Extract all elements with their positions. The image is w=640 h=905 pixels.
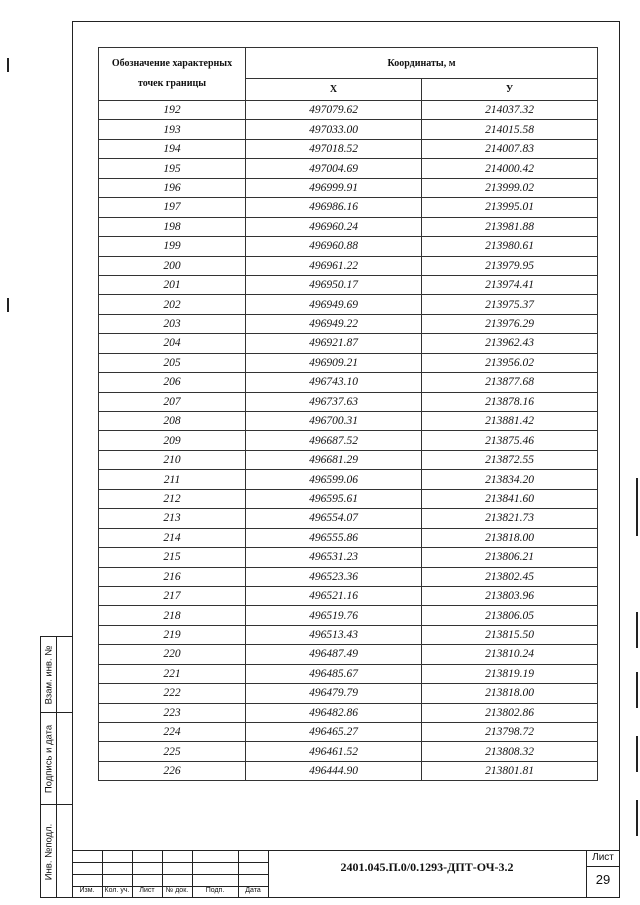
x-coordinate-cell: 496700.31 <box>246 412 422 431</box>
y-coordinate-cell: 213818.00 <box>422 528 598 547</box>
y-coordinate-cell: 213999.02 <box>422 178 598 197</box>
y-coordinate-cell: 214015.58 <box>422 120 598 139</box>
x-coordinate-cell: 496519.76 <box>246 606 422 625</box>
point-id-cell: 194 <box>99 139 246 158</box>
table-row <box>99 101 598 120</box>
sheet-number: 29 <box>595 872 611 887</box>
table-row <box>99 334 598 353</box>
header-y: У <box>422 79 598 101</box>
point-id-cell: 207 <box>99 392 246 411</box>
point-id-cell: 203 <box>99 314 246 333</box>
x-coordinate-cell: 496687.52 <box>246 431 422 450</box>
y-coordinate-cell: 214000.42 <box>422 159 598 178</box>
x-coordinate-cell: 496999.91 <box>246 178 422 197</box>
point-id-cell: 224 <box>99 723 246 742</box>
x-coordinate-cell: 497004.69 <box>246 159 422 178</box>
stamp-label-ndok: № док. <box>165 887 189 894</box>
y-coordinate-cell: 213802.45 <box>422 567 598 586</box>
table-row <box>99 431 598 450</box>
y-coordinate-cell: 213803.96 <box>422 586 598 605</box>
table-row <box>99 761 598 780</box>
y-coordinate-cell: 213810.24 <box>422 645 598 664</box>
table-row <box>99 606 598 625</box>
y-coordinate-cell: 214037.32 <box>422 101 598 120</box>
table-row <box>99 275 598 294</box>
point-id-cell: 195 <box>99 159 246 178</box>
table-row <box>99 664 598 683</box>
x-coordinate-cell: 496961.22 <box>246 256 422 275</box>
table-row <box>99 314 598 333</box>
point-id-cell: 219 <box>99 625 246 644</box>
table-row <box>99 723 598 742</box>
table-row <box>99 548 598 567</box>
point-id-cell: 213 <box>99 509 246 528</box>
table-row <box>99 450 598 469</box>
table-row <box>99 509 598 528</box>
x-coordinate-cell: 497033.00 <box>246 120 422 139</box>
table-row <box>99 528 598 547</box>
x-coordinate-cell: 496465.27 <box>246 723 422 742</box>
table-row <box>99 684 598 703</box>
stamp-top-line <box>72 850 620 851</box>
y-coordinate-cell: 213798.72 <box>422 723 598 742</box>
side-label-inv: Инв. №подл. <box>43 823 54 881</box>
point-id-cell: 214 <box>99 528 246 547</box>
table-row <box>99 373 598 392</box>
x-coordinate-cell: 496681.29 <box>246 450 422 469</box>
y-coordinate-cell: 213819.19 <box>422 664 598 683</box>
x-coordinate-cell: 496949.69 <box>246 295 422 314</box>
x-coordinate-cell: 496531.23 <box>246 548 422 567</box>
point-id-cell: 198 <box>99 217 246 236</box>
table-row <box>99 295 598 314</box>
x-coordinate-cell: 496554.07 <box>246 509 422 528</box>
table-row <box>99 198 598 217</box>
x-coordinate-cell: 496960.88 <box>246 237 422 256</box>
y-coordinate-cell: 213802.86 <box>422 703 598 722</box>
table-row <box>99 412 598 431</box>
stamp-label-kol: Кол. уч. <box>104 887 130 894</box>
table-body <box>99 101 598 781</box>
point-id-cell: 220 <box>99 645 246 664</box>
y-coordinate-cell: 213976.29 <box>422 314 598 333</box>
point-id-cell: 212 <box>99 489 246 508</box>
margin-mark <box>636 672 638 708</box>
table-row <box>99 470 598 489</box>
point-id-cell: 215 <box>99 548 246 567</box>
side-strip <box>40 636 72 898</box>
y-coordinate-cell: 213875.46 <box>422 431 598 450</box>
y-coordinate-cell: 213974.41 <box>422 275 598 294</box>
margin-mark <box>7 298 9 312</box>
table-row <box>99 625 598 644</box>
x-coordinate-cell: 496444.90 <box>246 761 422 780</box>
y-coordinate-cell: 213818.00 <box>422 684 598 703</box>
y-coordinate-cell: 213956.02 <box>422 353 598 372</box>
y-coordinate-cell: 213806.21 <box>422 548 598 567</box>
x-coordinate-cell: 496595.61 <box>246 489 422 508</box>
point-id-cell: 223 <box>99 703 246 722</box>
stamp-label-data: Дата <box>245 887 261 894</box>
table-row <box>99 586 598 605</box>
stamp-label-podp: Подп. <box>205 887 225 894</box>
x-coordinate-cell: 496960.24 <box>246 217 422 236</box>
y-coordinate-cell: 213878.16 <box>422 392 598 411</box>
table-row <box>99 567 598 586</box>
table-row <box>99 392 598 411</box>
x-coordinate-cell: 496909.21 <box>246 353 422 372</box>
y-coordinate-cell: 214007.83 <box>422 139 598 158</box>
sheet-label: Лист <box>592 852 614 863</box>
table-row <box>99 178 598 197</box>
point-id-cell: 216 <box>99 567 246 586</box>
x-coordinate-cell: 497018.52 <box>246 139 422 158</box>
table-row <box>99 742 598 761</box>
x-coordinate-cell: 496743.10 <box>246 373 422 392</box>
point-id-cell: 222 <box>99 684 246 703</box>
side-cell-inv <box>41 805 72 899</box>
margin-mark <box>636 736 638 772</box>
x-coordinate-cell: 496487.49 <box>246 645 422 664</box>
y-coordinate-cell: 213881.42 <box>422 412 598 431</box>
header-x: X <box>246 79 422 101</box>
table-row <box>99 353 598 372</box>
point-id-cell: 206 <box>99 373 246 392</box>
table-row <box>99 217 598 236</box>
x-coordinate-cell: 496555.86 <box>246 528 422 547</box>
y-coordinate-cell: 213872.55 <box>422 450 598 469</box>
point-id-cell: 208 <box>99 412 246 431</box>
x-coordinate-cell: 496986.16 <box>246 198 422 217</box>
table-row <box>99 645 598 664</box>
x-coordinate-cell: 496523.36 <box>246 567 422 586</box>
point-id-cell: 205 <box>99 353 246 372</box>
y-coordinate-cell: 213808.32 <box>422 742 598 761</box>
side-cell-vzam <box>41 637 72 713</box>
point-id-cell: 218 <box>99 606 246 625</box>
point-id-cell: 209 <box>99 431 246 450</box>
point-id-cell: 200 <box>99 256 246 275</box>
point-id-cell: 202 <box>99 295 246 314</box>
table-row <box>99 703 598 722</box>
y-coordinate-cell: 213821.73 <box>422 509 598 528</box>
table-row <box>99 237 598 256</box>
side-label-podpis: Подпись и дата <box>43 724 54 793</box>
stamp-divider <box>586 866 620 867</box>
table-row <box>99 120 598 139</box>
point-id-cell: 201 <box>99 275 246 294</box>
point-id-cell: 225 <box>99 742 246 761</box>
x-coordinate-cell: 496513.43 <box>246 625 422 644</box>
x-coordinate-cell: 496521.16 <box>246 586 422 605</box>
y-coordinate-cell: 213995.01 <box>422 198 598 217</box>
x-coordinate-cell: 496461.52 <box>246 742 422 761</box>
y-coordinate-cell: 213962.43 <box>422 334 598 353</box>
table-row <box>99 159 598 178</box>
margin-mark <box>7 58 9 72</box>
margin-mark <box>636 800 638 836</box>
y-coordinate-cell: 213981.88 <box>422 217 598 236</box>
y-coordinate-cell: 213801.81 <box>422 761 598 780</box>
margin-mark <box>636 478 638 536</box>
x-coordinate-cell: 496599.06 <box>246 470 422 489</box>
point-id-cell: 197 <box>99 198 246 217</box>
x-coordinate-cell: 496479.79 <box>246 684 422 703</box>
y-coordinate-cell: 213877.68 <box>422 373 598 392</box>
point-id-cell: 211 <box>99 470 246 489</box>
point-id-cell: 217 <box>99 586 246 605</box>
coordinates-table <box>98 47 598 781</box>
x-coordinate-cell: 496482.86 <box>246 703 422 722</box>
point-id-cell: 192 <box>99 101 246 120</box>
table-row <box>99 256 598 275</box>
x-coordinate-cell: 497079.62 <box>246 101 422 120</box>
point-id-cell: 196 <box>99 178 246 197</box>
point-id-cell: 199 <box>99 237 246 256</box>
y-coordinate-cell: 213806.05 <box>422 606 598 625</box>
point-id-cell: 226 <box>99 761 246 780</box>
point-id-cell: 210 <box>99 450 246 469</box>
x-coordinate-cell: 496949.22 <box>246 314 422 333</box>
table-row <box>99 139 598 158</box>
side-cell-podpis <box>41 713 72 805</box>
stamp-label-izm: Изм. <box>79 887 95 894</box>
table-row <box>99 489 598 508</box>
margin-mark <box>636 612 638 648</box>
header-coordinates: Координаты, м <box>246 48 598 79</box>
side-label-vzam: Взам. инв. № <box>43 645 54 704</box>
y-coordinate-cell: 213834.20 <box>422 470 598 489</box>
y-coordinate-cell: 213975.37 <box>422 295 598 314</box>
x-coordinate-cell: 496737.63 <box>246 392 422 411</box>
y-coordinate-cell: 213841.60 <box>422 489 598 508</box>
stamp-label-list: Лист <box>139 887 155 894</box>
document-code: 2401.045.П.0/0.1293-ДПТ-ОЧ-3.2 <box>340 860 514 874</box>
point-id-cell: 193 <box>99 120 246 139</box>
x-coordinate-cell: 496950.17 <box>246 275 422 294</box>
header-point: Обозначение характерных точек границы <box>99 48 246 101</box>
y-coordinate-cell: 213979.95 <box>422 256 598 275</box>
point-id-cell: 221 <box>99 664 246 683</box>
x-coordinate-cell: 496485.67 <box>246 664 422 683</box>
point-id-cell: 204 <box>99 334 246 353</box>
x-coordinate-cell: 496921.87 <box>246 334 422 353</box>
y-coordinate-cell: 213980.61 <box>422 237 598 256</box>
y-coordinate-cell: 213815.50 <box>422 625 598 644</box>
